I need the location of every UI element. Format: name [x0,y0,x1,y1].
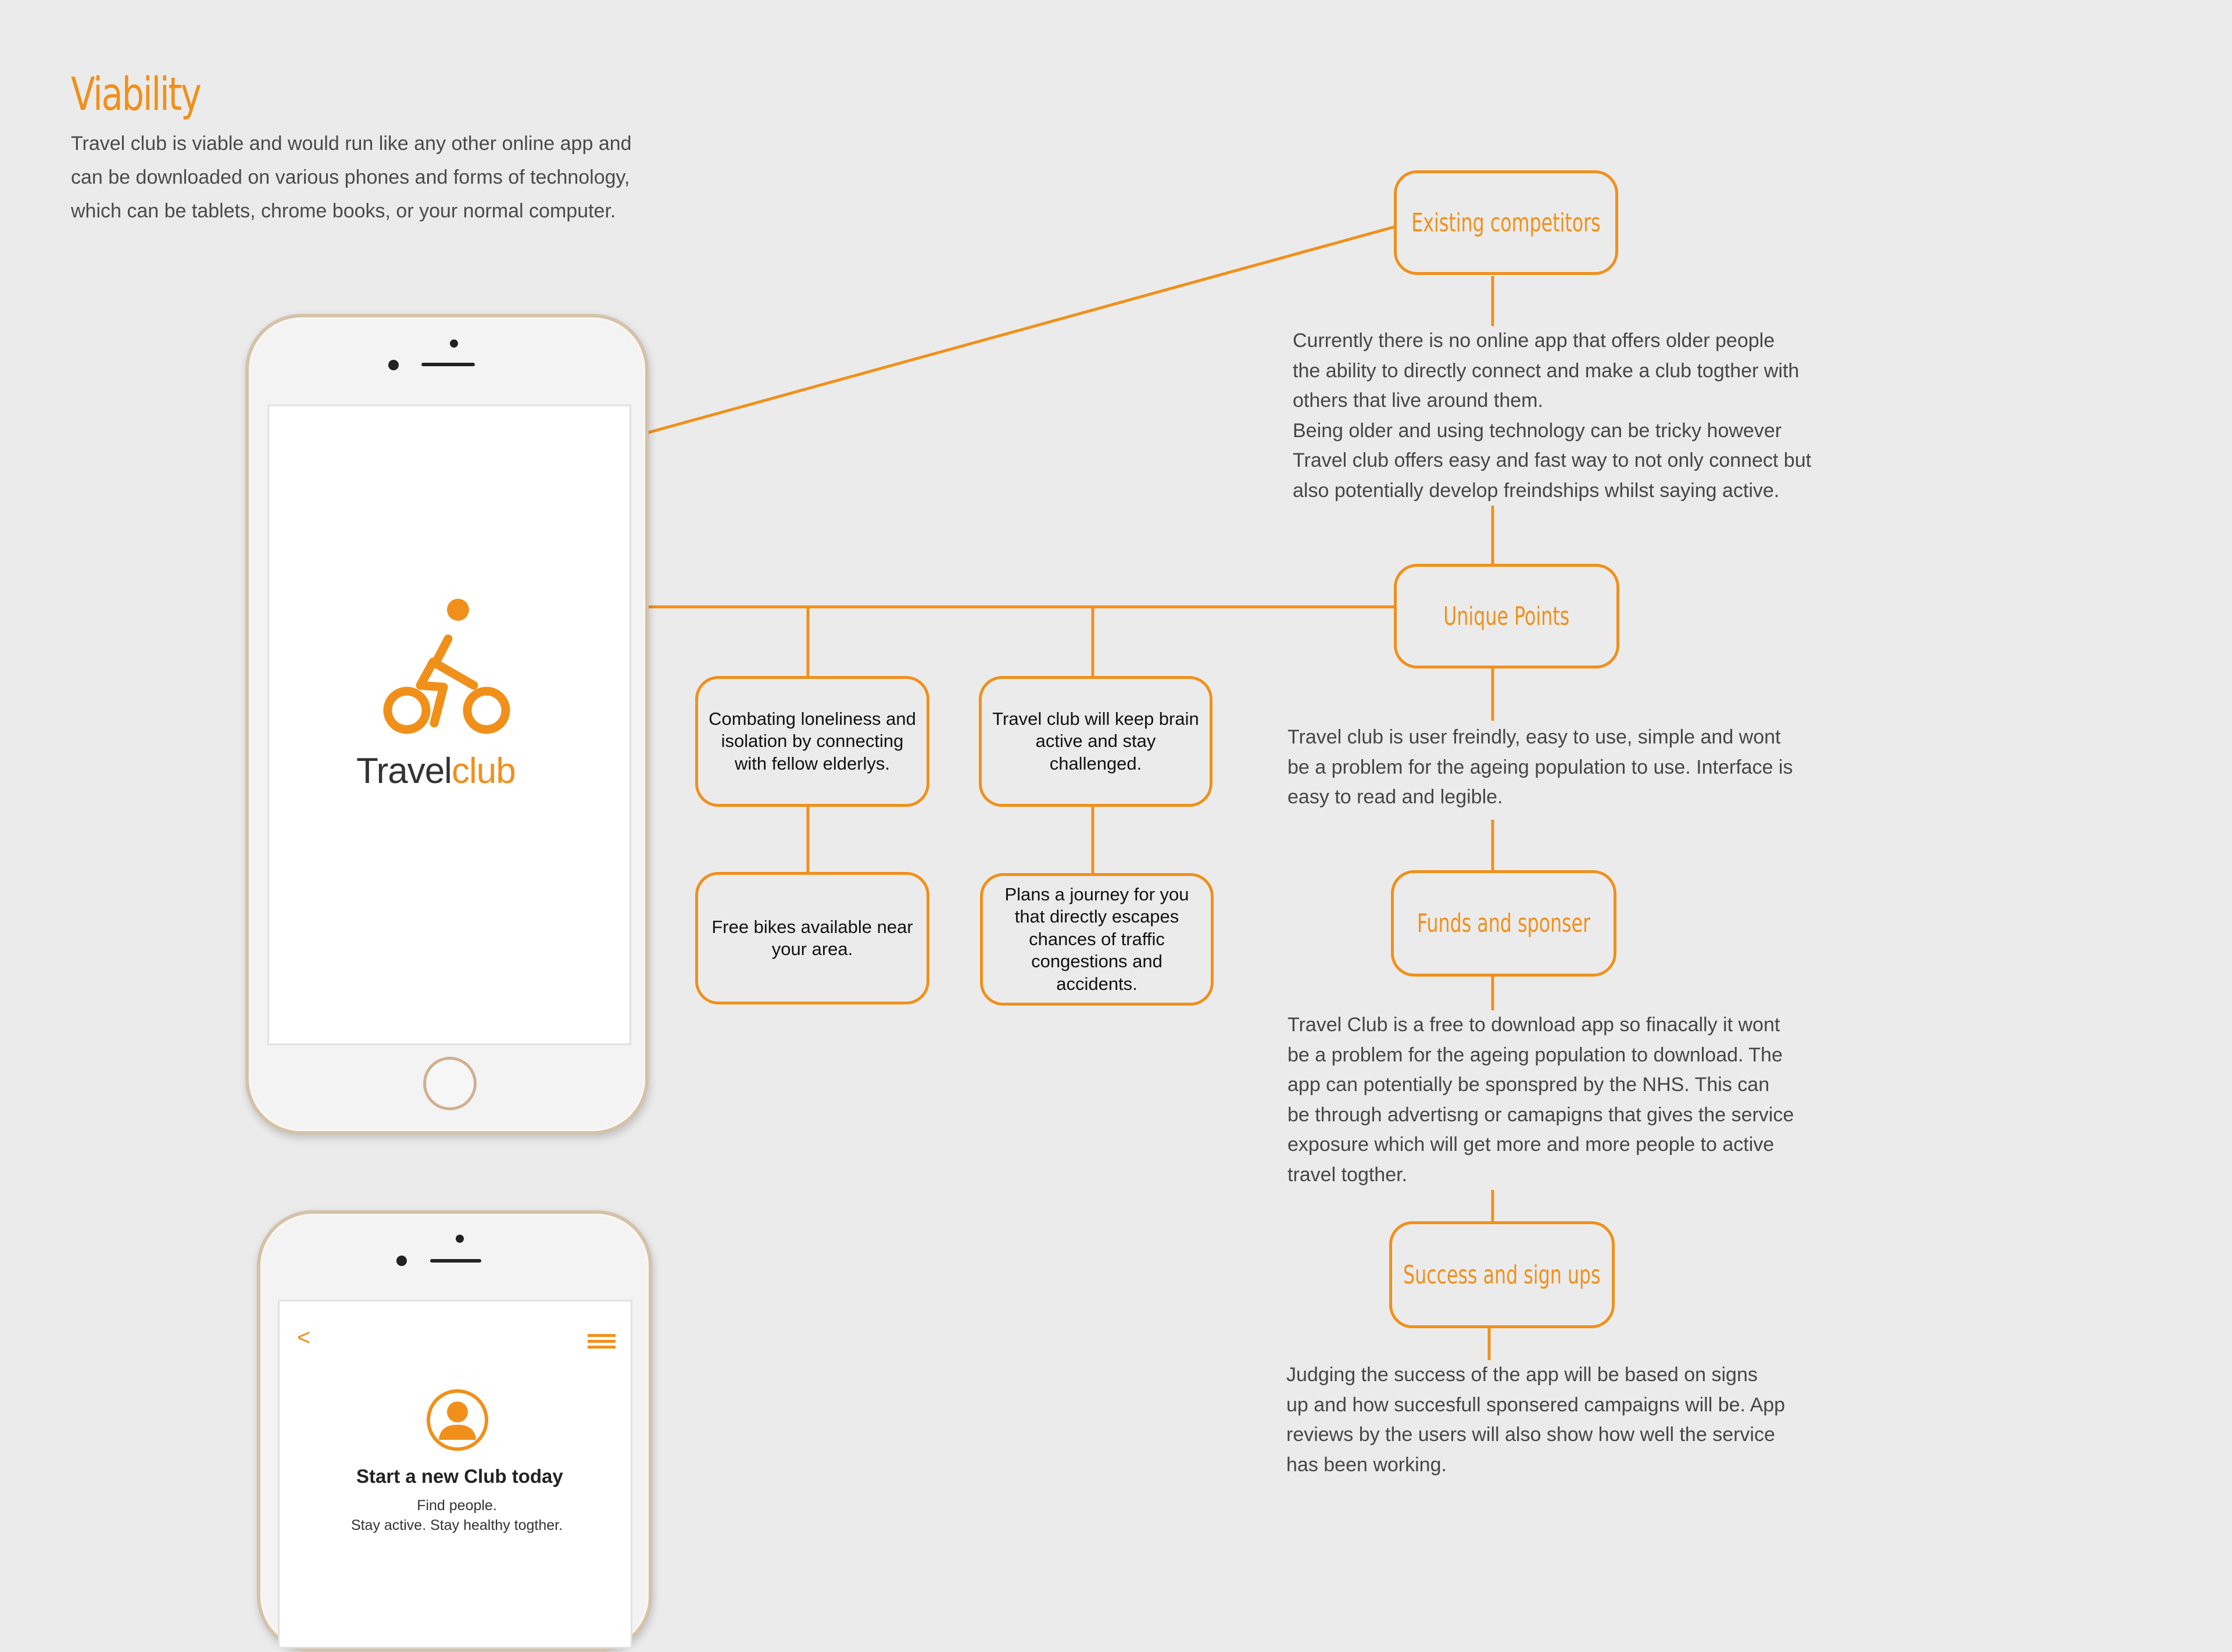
front-camera-icon [450,339,458,348]
proximity-sensor-icon [396,1256,407,1266]
club-subtitle-line: Find people. [417,1497,497,1514]
cyclist-icon [374,592,525,743]
existing-competitors-heading: Existing competitors [1411,208,1601,238]
earpiece-speaker [430,1259,481,1263]
paragraph-line: Travel club offers easy and fast way to not only connect but [1293,449,1812,471]
page-title: Viability [71,69,201,121]
paragraph-line: Being older and using technology can be tricky however [1293,419,1782,442]
feature-text: Free bikes available near your area. [711,916,913,959]
paragraph-line: easy to read and legible. [1287,786,1503,808]
front-camera-icon [456,1235,464,1243]
paragraph-line: Judging the success of the app will be based on signs [1286,1364,1758,1386]
paragraph-line: the ability to directly connect and make a club togther with [1293,359,1800,382]
user-avatar-icon [426,1389,489,1451]
competitors-paragraph [1293,326,1811,506]
paragraph-line: be through advertisng or camapigns that gives the service [1287,1103,1794,1126]
funds-and-sponser-heading: Funds and sponser [1417,909,1591,938]
paragraph-line: app can potentially be sponspred by the NHS. This can [1287,1074,1770,1096]
logo-word-travel: Travel [356,751,452,791]
paragraph-line: Travel club is user freindly, easy to use, simple and wont [1287,726,1781,748]
paragraph-line: others that live around them. [1293,389,1543,412]
success-and-sign-ups-box [1389,1221,1615,1328]
club-title: Start a new Club today [356,1465,563,1487]
success-and-sign-ups-heading: Success and sign ups [1403,1260,1601,1290]
paragraph-line: Travel Club is a free to download app so finacally it wont [1287,1014,1780,1036]
phone-mockup-club [257,1210,652,1652]
app-logo-wordmark [356,750,516,792]
splash-screen [267,405,631,1045]
feature-box-journey-planner [980,873,1214,1006]
intro-paragraph [71,127,687,228]
paragraph-line: up and how succesfull sponsered campaigns will be. App [1286,1393,1786,1416]
intro-line: can be downloaded on various phones and forms of technology, [71,166,630,188]
club-subtitle [338,1496,576,1535]
paragraph-line: also potentially develop freindships whilst saying active. [1293,479,1780,502]
intro-line: Travel club is viable and would run like any other online app and [71,133,632,155]
proximity-sensor-icon [388,360,399,370]
home-button[interactable] [423,1057,477,1110]
paragraph-line: exposure which will get more and more people to active [1287,1133,1775,1156]
feature-text: Travel club will keep brain active and stay challenged. [992,708,1199,774]
paragraph-line: be a problem for the ageing population to use. Interface is [1287,756,1793,778]
unique-points-heading: Unique Points [1443,601,1570,631]
feature-box-brain-active [979,676,1212,807]
paragraph-line: travel togther. [1287,1163,1408,1186]
phone-mockup-splash [245,314,649,1135]
paragraph-line: reviews by the users will also show how well the service [1286,1424,1775,1446]
logo-word-club: club [451,751,516,791]
existing-competitors-box [1394,170,1618,275]
club-subtitle-line: Stay active. Stay healthy togther. [350,1517,563,1533]
paragraph-line: has been working. [1286,1453,1447,1476]
new-club-screen [278,1300,632,1649]
back-button[interactable]: < [297,1325,311,1350]
earpiece-speaker [421,363,475,366]
funds-and-sponser-box [1391,870,1616,977]
intro-line: which can be tablets, chrome books, or your normal computer. [71,200,616,222]
success-paragraph [1286,1360,1785,1480]
feature-text: Plans a journey for you that directly escapes chances of traffic congestions and accidents. [1004,884,1189,994]
paragraph-line: Currently there is no online app that offers older people [1293,330,1775,352]
hamburger-menu-icon[interactable] [588,1334,616,1351]
feature-box-free-bikes [695,872,929,1004]
feature-box-loneliness [695,676,929,807]
unique-points-paragraph [1287,723,1793,813]
connector-phone-to-competitors [646,227,1395,433]
unique-points-box [1394,564,1619,668]
funds-paragraph [1287,1010,1794,1190]
paragraph-line: be a problem for the ageing population to download. The [1287,1043,1783,1066]
feature-text: Combating loneliness and isolation by connecting with fellow elderlys. [709,708,916,774]
